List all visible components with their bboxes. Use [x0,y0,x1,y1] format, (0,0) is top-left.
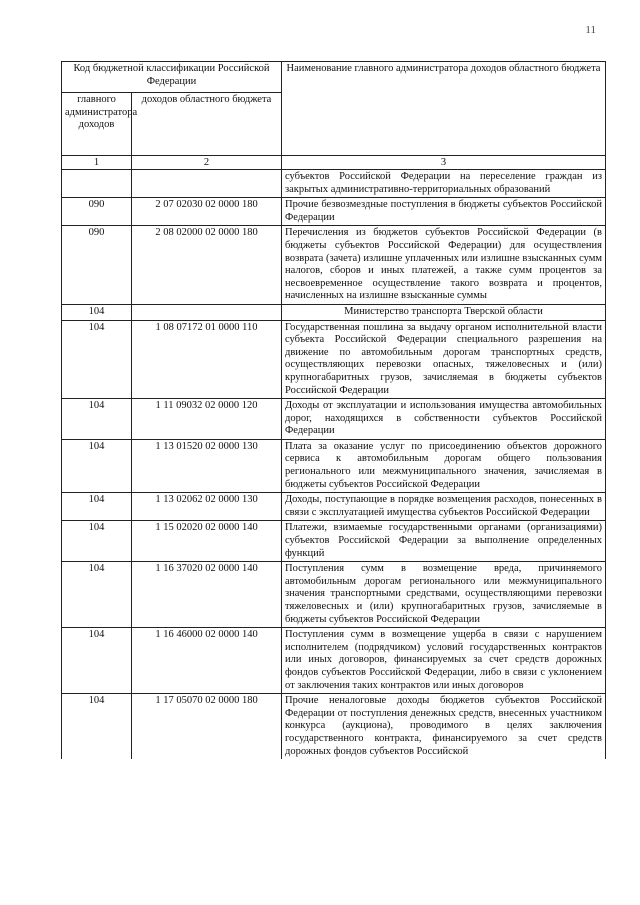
section-title: Министерство транспорта Тверской области [282,304,606,320]
income-name-cell: Государственная пошлина за выдачу органом исполнительной власти субъекта Российской Федерации специального разрешения на движение по автомобильным дорогам транспортных средств, осуществляющих перевозки опасных, тяжеловесных и (или) крупногабаритных грузов, зачисляемая в бюджеты субъектов Российской Федерации [282,320,606,399]
admin-code-cell: 104 [62,521,132,562]
income-code-cell [132,304,282,320]
table-row [62,628,606,694]
income-name-cell: субъектов Российской Федерации на переселение граждан из закрытых административно-территориальных образований [282,170,606,198]
income-code-cell: 1 15 02020 02 0000 140 [132,521,282,562]
header-col-admin: главного администратора доходов [62,93,132,156]
income-name-cell: Прочие неналоговые доходы бюджетов субъектов Российской Федерации от поступления денежных средств, внесенных участником конкурса (аукциона), проводимого в целях заключения государственного контракта, финансируемого за счет средств дорожных фондов субъектов Российской [282,694,606,759]
admin-code-cell: 104 [62,399,132,440]
admin-code-cell: 104 [62,320,132,399]
page-number: 11 [585,24,596,36]
table-row [62,226,606,305]
table-row [62,493,606,521]
table-row [62,170,606,198]
admin-code-cell: 104 [62,493,132,521]
income-name-cell: Прочие безвозмездные поступления в бюджеты субъектов Российской Федерации [282,198,606,226]
income-code-cell: 1 17 05070 02 0000 180 [132,694,282,759]
admin-code-cell: 104 [62,628,132,694]
income-name-cell: Доходы, поступающие в порядке возмещения расходов, понесенных в связи с эксплуатацией имущества субъектов Российской Федерации [282,493,606,521]
income-code-cell: 1 08 07172 01 0000 110 [132,320,282,399]
income-name-cell: Платежи, взимаемые государственными органами (организациями) субъектов Российской Федерации за выполнение определенных функций [282,521,606,562]
column-number-3: 3 [282,156,606,170]
admin-code-cell: 104 [62,439,132,492]
income-name-cell: Плата за оказание услуг по присоединению объектов дорожного сервиса к автомобильным дорогам общего пользования регионального или межмуниципального значения, зачисляемая в бюджеты субъектов Российской Федерации [282,439,606,492]
income-code-cell: 1 13 02062 02 0000 130 [132,493,282,521]
income-code-cell: 1 16 37020 02 0000 140 [132,562,282,628]
table-row [62,399,606,440]
income-code-cell [132,170,282,198]
table-row [62,694,606,759]
admin-code-cell: 104 [62,562,132,628]
table-row [62,439,606,492]
admin-code-cell: 104 [62,304,132,320]
admin-code-cell [62,170,132,198]
income-name-cell: Доходы от эксплуатации и использования имущества автомобильных дорог, находящихся в собственности субъектов Российской Федерации [282,399,606,440]
admin-code-cell: 104 [62,694,132,759]
budget-classification-table [61,61,606,759]
income-code-cell: 1 13 01520 02 0000 130 [132,439,282,492]
section-row-ministry [62,304,606,320]
header-code-group: Код бюджетной классификации Российской Федерации [62,62,282,93]
income-code-cell: 2 07 02030 02 0000 180 [132,198,282,226]
income-name-cell: Поступления сумм в возмещение вреда, причиняемого автомобильным дорогам регионального или межмуниципального значения транспортными средствами, осуществляющими перевозки тяжеловесных и (или) крупногабаритных грузов, зачисляемые в бюджеты субъектов Российской Федерации [282,562,606,628]
income-name-cell: Поступления сумм в возмещение ущерба в связи с нарушением исполнителем (подрядчиком) условий государственных контрактов или иных договоров, финансируемых за счет средств дорожных фондов субъектов Российской Федерации, либо в связи с уклонением от заключения таких контрактов или иных договоров [282,628,606,694]
column-number-2: 2 [132,156,282,170]
table-row [62,562,606,628]
header-admin-name: Наименование главного администратора доходов областного бюджета [282,62,606,156]
table-row [62,521,606,562]
income-code-cell: 1 11 09032 02 0000 120 [132,399,282,440]
table-row [62,198,606,226]
income-name-cell: Перечисления из бюджетов субъектов Российской Федерации (в бюджеты субъектов Российской Федерации) для осуществления возврата (зачета) излишне уплаченных или излишне взысканных сумм налогов, сборов и иных платежей, а также сумм процентов за несвоевременное осуществление такого возврата и процентов, начисленных на излишне взысканные суммы [282,226,606,305]
table-row [62,320,606,399]
admin-code-cell: 090 [62,198,132,226]
income-code-cell: 2 08 02000 02 0000 180 [132,226,282,305]
income-code-cell: 1 16 46000 02 0000 140 [132,628,282,694]
admin-code-cell: 090 [62,226,132,305]
column-number-1: 1 [62,156,132,170]
header-col-income: доходов областного бюджета [132,93,282,156]
